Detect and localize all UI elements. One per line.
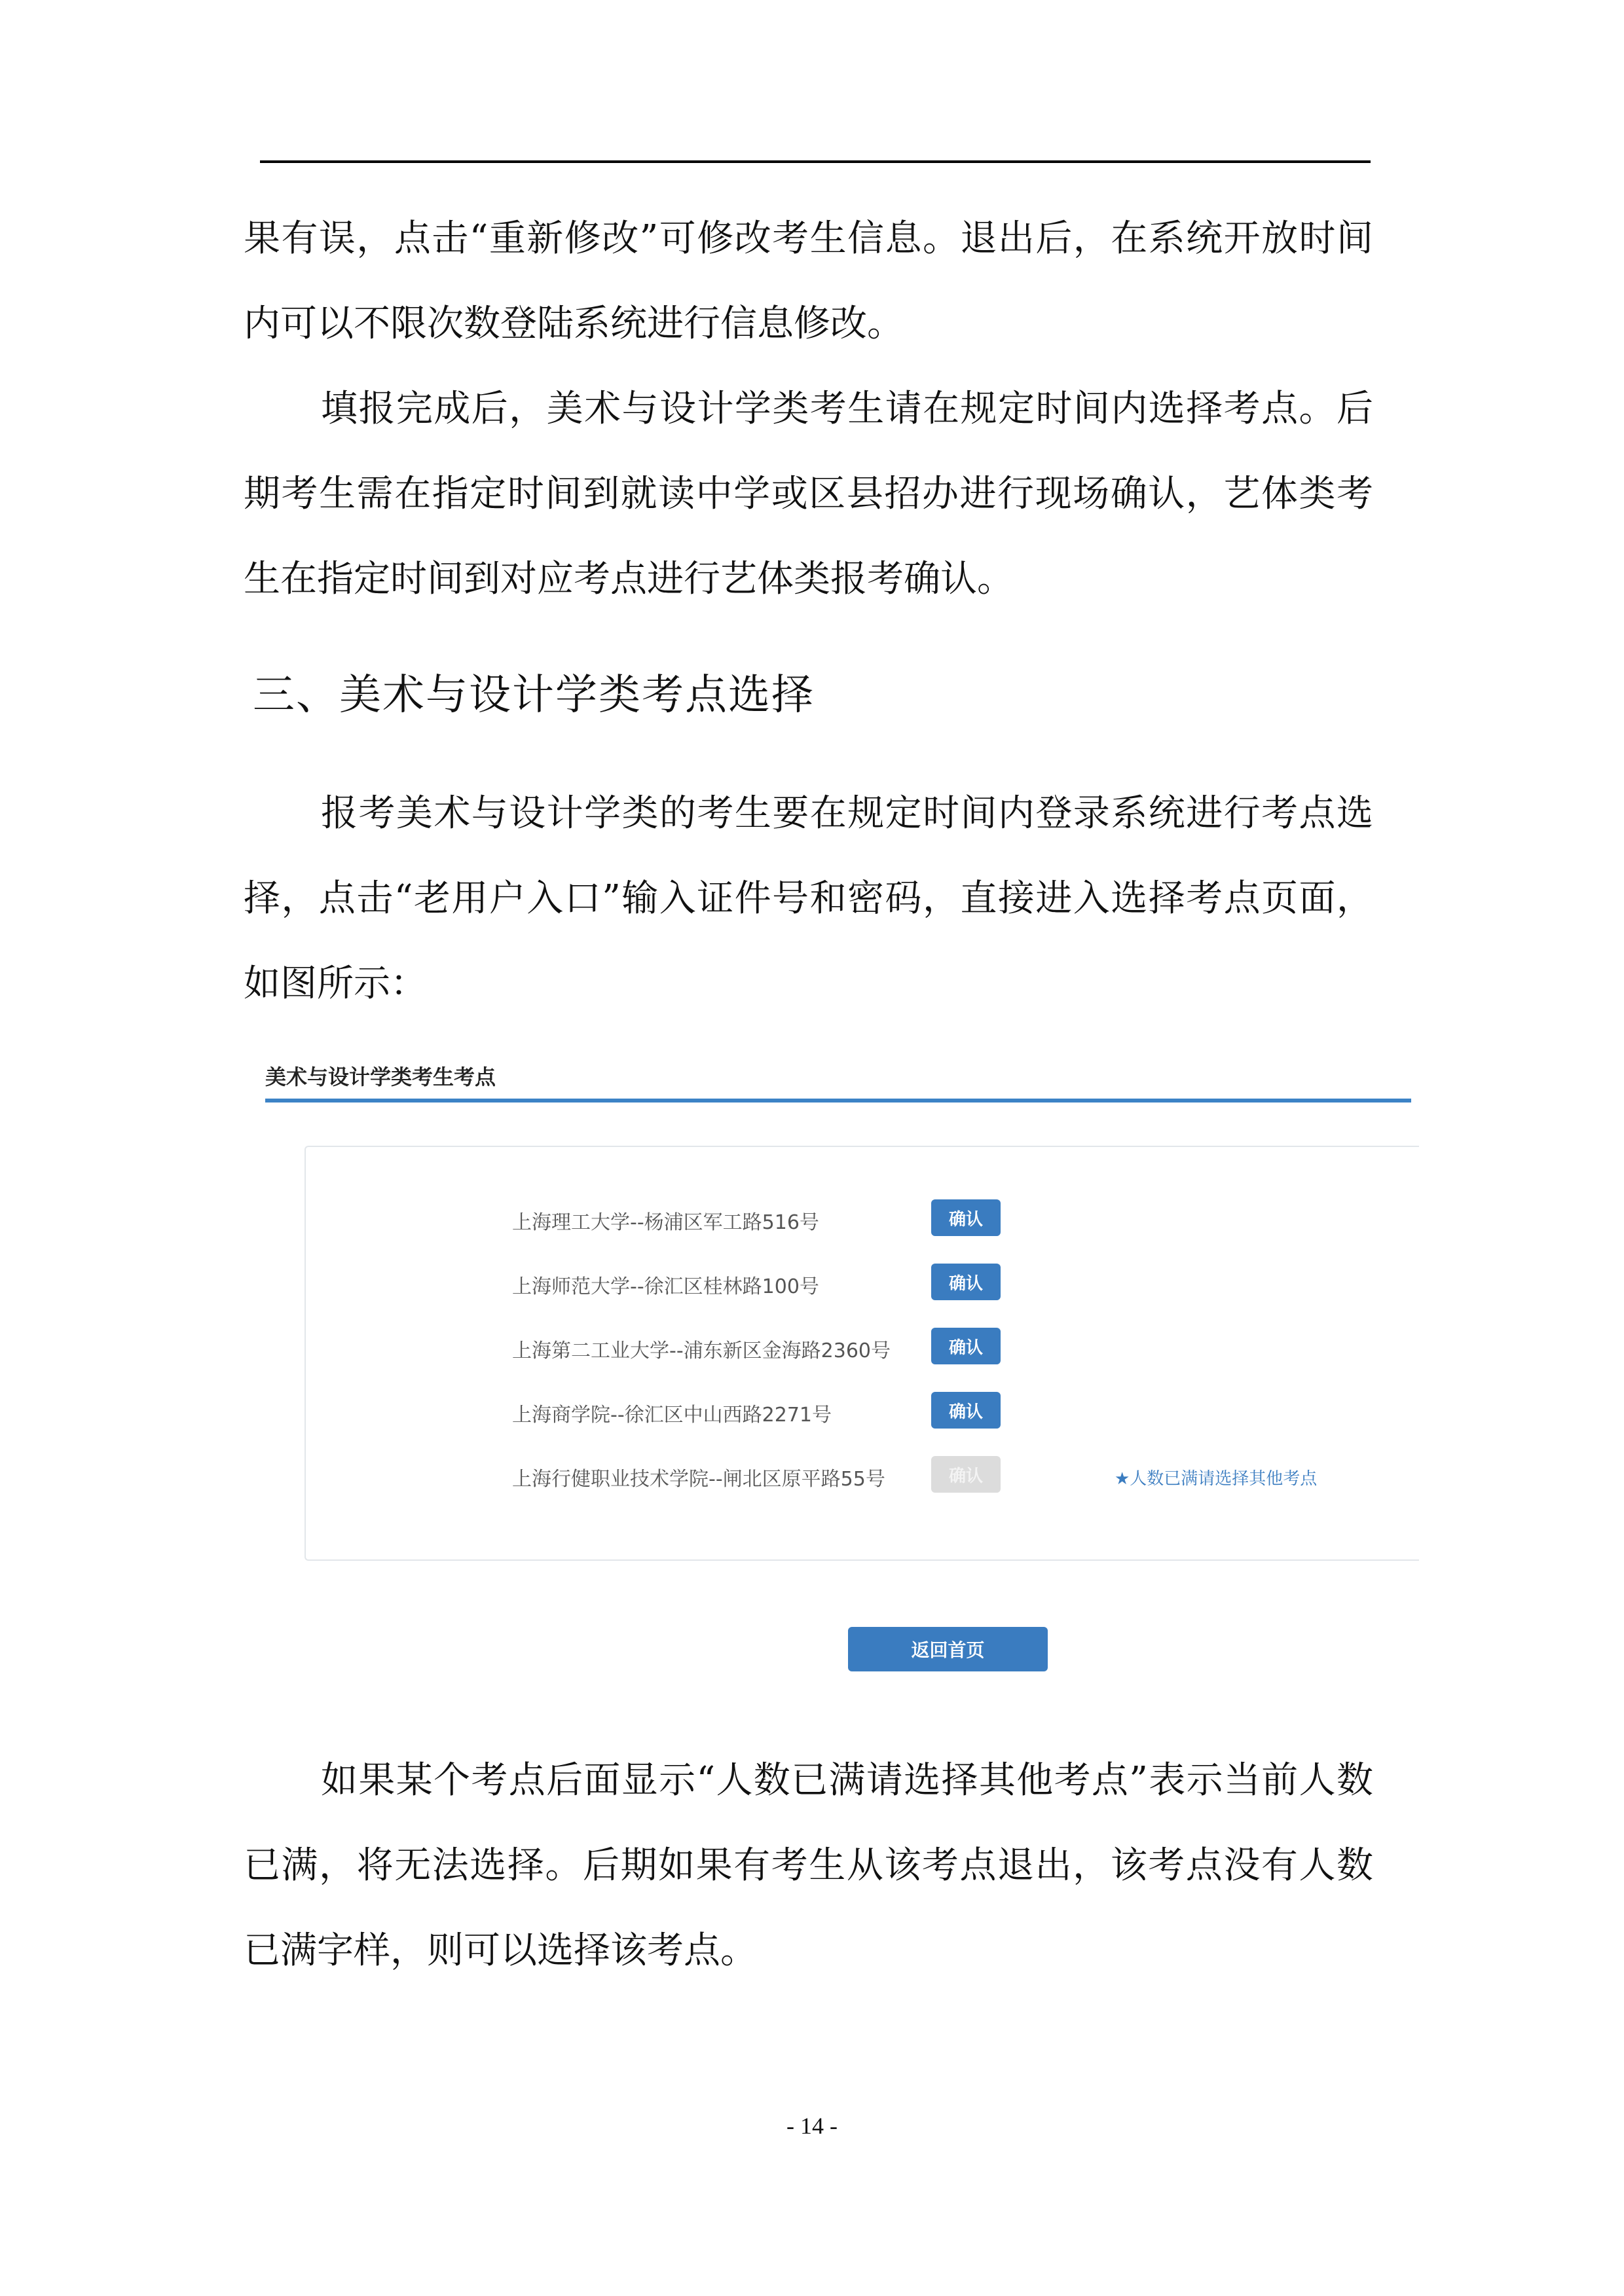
site-row bbox=[512, 1456, 1429, 1494]
header-rule bbox=[260, 160, 1371, 163]
site-list-panel bbox=[304, 1146, 1419, 1561]
paragraph-4: 如果某个考点后面显示“人数已满请选择其他考点”表示当前人数已满，将无法选择。后期如果有考生从该考点退出，该考点没有人数已满字样，则可以选择该考点。 bbox=[244, 1759, 1373, 1972]
site-label: 上海师范大学--徐汇区桂林路100号 bbox=[512, 1275, 819, 1298]
section-heading: 三、美术与设计学类考点选择 bbox=[253, 671, 815, 720]
confirm-button[interactable]: 确认 bbox=[931, 1392, 1001, 1429]
screenshot-title: 美术与设计学类考生考点 bbox=[265, 1065, 496, 1089]
site-label: 上海理工大学--杨浦区军工路516号 bbox=[512, 1211, 819, 1234]
page-number: - 14 - bbox=[786, 2113, 838, 2139]
site-row bbox=[512, 1199, 1429, 1237]
confirm-button[interactable]: 确认 bbox=[931, 1264, 1001, 1300]
site-label: 上海行健职业技术学院--闸北区原平路55号 bbox=[512, 1468, 885, 1491]
site-row bbox=[512, 1392, 1429, 1430]
site-row bbox=[512, 1328, 1429, 1366]
paragraph-3: 报考美术与设计学类的考生要在规定时间内登录系统进行考点选择，点击“老用户入口”输入证件号和密码，直接进入选择考点页面，如图所示： bbox=[244, 792, 1373, 1005]
paragraph-1: 果有误，点击“重新修改”可修改考生信息。退出后，在系统开放时间内可以不限次数登陆系统进行信息修改。 bbox=[244, 217, 1373, 345]
confirm-button-disabled: 确认 bbox=[931, 1456, 1001, 1493]
site-row bbox=[512, 1264, 1429, 1302]
paragraph-2: 填报完成后，美术与设计学类考生请在规定时间内选择考点。后期考生需在指定时间到就读中学或区县招办进行现场确认，艺体类考生在指定时间到对应考点进行艺体类报考确认。 bbox=[244, 388, 1373, 600]
site-label: 上海商学院--徐汇区中山西路2271号 bbox=[512, 1404, 832, 1427]
site-label: 上海第二工业大学--浦东新区金海路2360号 bbox=[512, 1339, 891, 1362]
capacity-full-note: ★人数已满请选择其他考点 bbox=[1115, 1469, 1318, 1489]
exam-site-screenshot bbox=[259, 1041, 1421, 1683]
title-underline bbox=[265, 1099, 1411, 1102]
confirm-button[interactable]: 确认 bbox=[931, 1328, 1001, 1364]
confirm-button[interactable]: 确认 bbox=[931, 1199, 1001, 1236]
back-home-button[interactable]: 返回首页 bbox=[848, 1627, 1048, 1671]
